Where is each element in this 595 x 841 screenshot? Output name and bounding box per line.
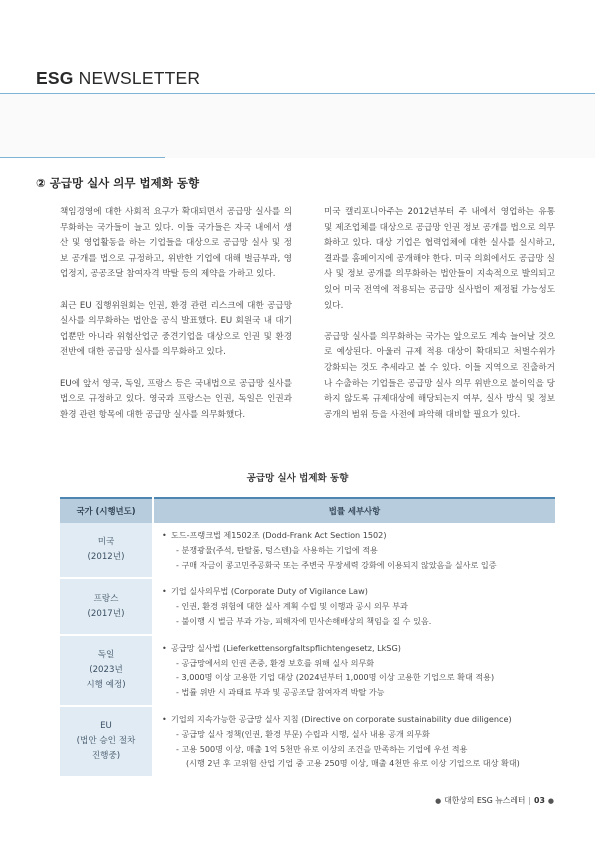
paragraph: 책임경영에 대한 사회적 요구가 확대되면서 공급망 실사를 의무화하는 국가들이 늘고 있다. 이들 국가들은 자국 내에서 생산 및 영업활동을 하는 기업들을 대상으로 공급망 실사 및 정보 공개를 법으로 규정하고, 위반한 기업에 대해 벌금부과, 영업정지, 공공조달 참여자격 박탈 등의 제약을 가하고 있다. (60, 207, 292, 280)
footer-dot-icon: ● (435, 797, 442, 805)
paragraph: 미국 캘리포니아주는 2012년부터 주 내에서 영업하는 유통 및 제조업체를 대상으로 공급망 인권 정보 공개를 법으로 의무화하고 있다. 대상 기업은 협력업체에 대한 실사를 실시하고, 결과를 홈페이지에 공개해야 한다. 미국 의회에서도 공급망 실사 및 정보 공개를 의무화하는 법안들이 지속적으로 발의되고 있어 미국 전역에 적용되는 공급망 실사법이 제정될 가능성도 있다. (324, 207, 555, 311)
law-detail: - 공급망에서의 인권 존중, 환경 보호를 위해 실사 의무화 (176, 657, 375, 668)
table-header-row (60, 498, 555, 523)
country-label-line: (법안 승인 절차 (76, 736, 136, 747)
country-label-line: 진행중) (91, 751, 121, 762)
law-detail: - 인권, 환경 위험에 대한 실사 계획 수립 및 이행과 공시 의무 부과 (176, 601, 408, 612)
country-label-line: (2023년 (89, 664, 123, 675)
footer-publication: 대한상의 ESG 뉴스레터 (444, 796, 526, 805)
left-column (60, 205, 292, 439)
law-name: • 기업 실사의무법 (Corporate Duty of Vigilance Law) (162, 584, 549, 599)
header-title-bold: ESG (36, 68, 74, 88)
table-body (60, 523, 555, 777)
country-label-line: EU (100, 721, 112, 732)
country-label-line: (2012년) (87, 552, 125, 563)
footer-separator: | (528, 796, 532, 805)
law-detail: - 고용 500명 이상, 매출 1억 5천만 유로 이상의 조건을 만족하는 기업에 우선 적용 (176, 743, 468, 754)
country-label-line: 미국 (97, 537, 115, 548)
law-name: • 공급망 실사법 (Lieferkettensorgfaltspflichtengesetz, LkSG) (162, 641, 549, 656)
law-name: • 기업의 지속가능한 공급망 실사 지침 (Directive on corporate sustainability due diligence) (162, 712, 549, 727)
law-detail: - 공급망 실사 정책(인권, 환경 부문) 수립과 시행, 실사 내용 공개 의무화 (176, 728, 430, 739)
country-cell (60, 706, 153, 777)
details-cell (153, 578, 555, 634)
legislation-table (60, 497, 555, 778)
paragraph: EU에 앞서 영국, 독일, 프랑스 등은 국내법으로 공급망 실사를 법으로 규정하고 있다. 영국과 프랑스는 인권, 독일은 인권과 환경 관련 항목에 대한 공급망 실사를 의무화했다. (60, 378, 292, 420)
header-details: 법률 세부사항 (153, 498, 555, 523)
footer-dot-icon: ● (547, 797, 554, 805)
section-title: ② 공급망 실사 의무 법제화 동향 (36, 176, 200, 190)
country-cell (60, 523, 153, 578)
newsletter-header-title (36, 68, 200, 89)
page-number: 03 (534, 796, 545, 805)
country-label-line: 프랑스 (93, 593, 119, 604)
law-detail: - 분쟁광물(주석, 탄탈룸, 텅스텐)을 사용하는 기업에 적용 (176, 544, 378, 555)
table-row (60, 523, 555, 578)
law-name: • 도드-프랭크법 제1502조 (Dodd-Frank Act Section 1502) (162, 528, 549, 543)
table-row (60, 578, 555, 634)
law-detail: - 법률 위반 시 과태료 부과 및 공공조달 참여자격 박탈 가능 (176, 687, 385, 698)
paragraph: 공급망 실사를 의무화하는 국가는 앞으로도 계속 늘어날 것으로 예상된다. 아울러 규제 적용 대상이 확대되고 처벌수위가 강화되는 것도 추세라고 볼 수 있다. 이들 지역으로 진출하거나 수출하는 기업들은 공급망 실사 의무 위반으로 불이익을 당하지 않도록 규제대상에 해당되는지 여부, 실사 방식 및 정보 공개의 범위 등을 사전에 파악해 대비할 필요가 있다. (324, 331, 555, 420)
details-cell (153, 635, 555, 706)
right-column (324, 205, 555, 439)
paragraph: 최근 EU 집행위원회는 인권, 환경 관련 리스크에 대한 공급망 실사를 의무화하는 법안을 공식 발표했다. EU 회원국 내 대기업뿐만 아니라 위험산업군 중견기업을 대상으로 인권 및 환경 전반에 대한 공급망 실사를 의무화하고 있다. (60, 300, 292, 358)
law-detail: - 3,000명 이상 고용한 기업 대상 (2024년부터 1,000명 이상 고용한 기업으로 확대 적용) (176, 672, 495, 683)
country-label-line: 시행 예정) (86, 679, 126, 690)
law-detail: - 불이행 시 벌금 부과 가능, 피해자에 민사손해배상의 책임을 질 수 있음. (176, 615, 432, 626)
header-band (0, 94, 595, 158)
header-country: 국가 (시행년도) (60, 498, 153, 523)
country-cell (60, 578, 153, 634)
law-detail: - 구매 자금이 콩고민주공화국 또는 주변국 무장세력 강화에 이용되지 않았음을 실사로 입증 (176, 559, 497, 570)
table-row (60, 706, 555, 777)
table-row (60, 635, 555, 706)
details-cell (153, 706, 555, 777)
page-footer (432, 795, 557, 806)
country-label-line: 독일 (97, 649, 115, 660)
country-label-line: (2017년) (87, 608, 125, 619)
details-cell (153, 523, 555, 578)
law-detail: (시행 2년 후 고위험 산업 기업 중 고용 250명 이상, 매출 4천만 유로 이상 기업으로 대상 확대) (186, 758, 520, 769)
header-title-rest: NEWSLETTER (73, 68, 201, 88)
table-title: 공급망 실사 법제화 동향 (246, 473, 349, 484)
country-cell (60, 635, 153, 706)
band-divider (0, 157, 165, 158)
